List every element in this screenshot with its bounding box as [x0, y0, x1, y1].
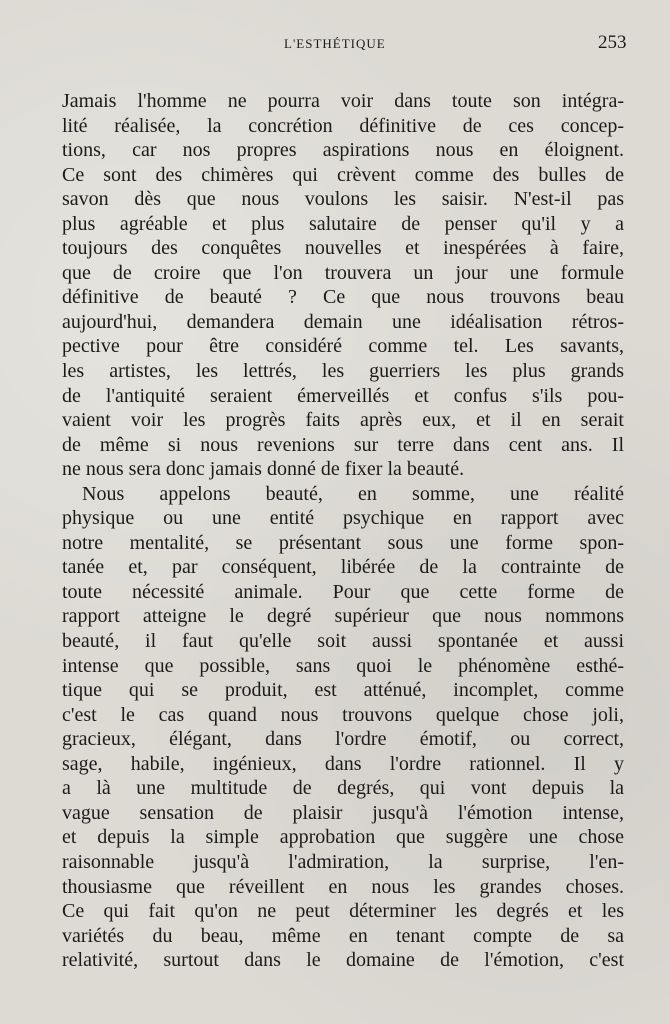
text-line: aujourd'hui, demandera demain une idéalisation rétros- [62, 310, 624, 333]
text-line: tanée et, par conséquent, libérée de la contrainte de [62, 556, 624, 579]
text-line: tique qui se produit, est atténué, incomplet, comme [62, 679, 624, 702]
text-line: toujours des conquêtes nouvelles et inespérées à faire, [62, 237, 624, 260]
text-line: a là une multitude de degrés, qui vont depuis la [62, 777, 624, 800]
text-line: Ce sont des chimères qui crèvent comme des bulles de [62, 163, 624, 186]
text-line: que de croire que l'on trouvera un jour une formule [62, 261, 624, 284]
text-line: lité réalisée, la concrétion définitive de ces concep- [62, 114, 624, 137]
text-line: tions, car nos propres aspirations nous en éloignent. [62, 139, 624, 162]
text-line: Nous appelons beauté, en somme, une réalité [82, 482, 624, 505]
text-line: Jamais l'homme ne pourra voir dans toute son intégra- [62, 90, 624, 112]
text-line: physique ou une entité psychique en rapport avec [62, 507, 624, 530]
text-line: gracieux, élégant, dans l'ordre émotif, ou correct, [62, 728, 624, 751]
text-line: rapport atteigne le degré supérieur que nous nommons [62, 605, 624, 628]
text-line: thousiasme que réveillent en nous les grandes choses. [62, 875, 624, 898]
text-line: variétés du beau, même en tenant compte de sa [62, 924, 624, 947]
page-header [0, 32, 670, 58]
running-title: L'ESTHÉTIQUE [284, 36, 386, 51]
text-line: sage, habile, ingénieux, dans l'ordre rationnel. Il y [62, 752, 624, 775]
text-line: c'est le cas quand nous trouvons quelque chose joli, [62, 703, 624, 726]
body-text [62, 89, 624, 973]
text-line: définitive de beauté ? Ce que nous trouvons beau [62, 286, 624, 309]
text-line: et depuis la simple approbation que suggère une chose [62, 826, 624, 849]
text-line: vaient voir les progrès faits après eux, et il en serait [62, 409, 624, 432]
text-line: toute nécessité animale. Pour que cette forme de [62, 580, 624, 603]
text-line: plus agréable et plus salutaire de penser qu'il y a [62, 212, 624, 235]
text-line: beauté, il faut qu'elle soit aussi spontanée et aussi [62, 630, 624, 653]
text-line: vague sensation de plaisir jusqu'à l'émotion intense, [62, 801, 624, 824]
text-line: de même si nous revenions sur terre dans cent ans. Il [62, 433, 624, 456]
text-line: raisonnable jusqu'à l'admiration, la surprise, l'en- [62, 850, 624, 873]
text-line: ne nous sera donc jamais donné de fixer la beauté. [62, 458, 465, 481]
text-line: notre mentalité, se présentant sous une forme spon- [62, 531, 624, 554]
page-number: 253 [598, 32, 627, 53]
text-line: de l'antiquité seraient émerveillés et confus s'ils pou- [62, 384, 624, 407]
text-line: relativité, surtout dans le domaine de l'émotion, c'est [62, 949, 624, 972]
text-line: Ce qui fait qu'on ne peut déterminer les degrés et les [62, 900, 624, 923]
text-line: savon dès que nous voulons les saisir. N'est-il pas [62, 188, 624, 211]
text-line: les artistes, les lettrés, les guerriers les plus grands [62, 360, 624, 383]
text-line: pective pour être considéré comme tel. Les savants, [62, 335, 624, 358]
text-line: intense que possible, sans quoi le phénomène esthé- [62, 654, 624, 677]
